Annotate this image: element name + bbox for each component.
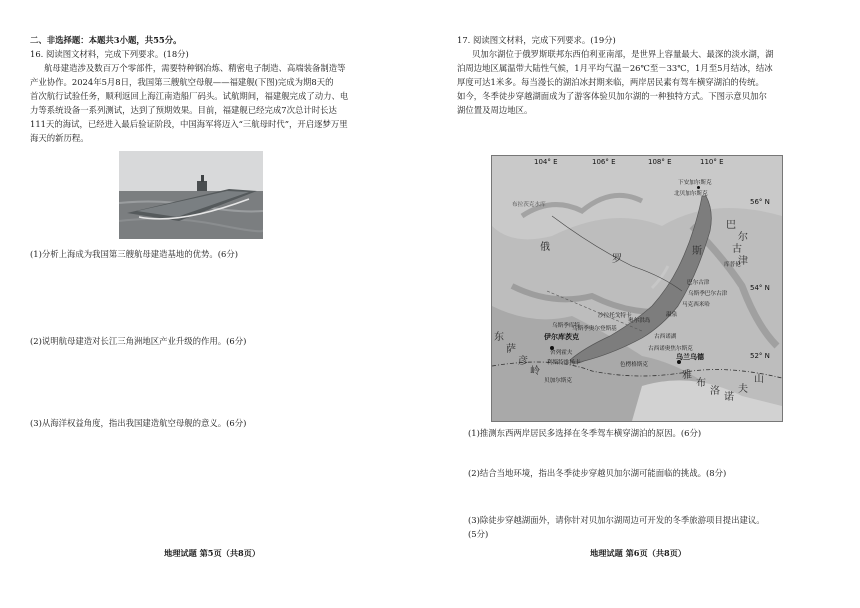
range-char: 山 bbox=[754, 374, 764, 385]
q17-subquestion-3-cont: (5分) bbox=[468, 529, 489, 539]
q16-text-line: 海天的新历程。 bbox=[30, 133, 89, 143]
lat-label: 52° N bbox=[750, 352, 770, 360]
q17-text-line: 泊周边地区属温带大陆性气候，1月平均气温－26℃至－33℃，1月至5月结冰，结冰 bbox=[457, 63, 773, 73]
q17-text-line: 厚度可达1米多。每当漫长的湖泊冰封期来临，两岸居民素有驾车横穿湖泊的传统。 bbox=[457, 77, 764, 87]
q17-text-line: 如今，冬季徒步穿越湖面成为了游客体验贝加尔湖的一种独特方式。下图示意贝加尔 bbox=[457, 91, 767, 101]
place-label: 色楞格斯克 bbox=[620, 362, 648, 368]
place-label: 乌斯季奥尔登斯基 bbox=[572, 326, 617, 332]
place-label: 下安加尔斯克 bbox=[678, 180, 712, 186]
place-label: 乌斯季巴尔古津 bbox=[688, 291, 728, 297]
range-char: 夫 bbox=[738, 384, 748, 395]
q17-text-line: 贝加尔湖位于俄罗斯联邦东西伯利亚南部，是世界上容量最大、最深的淡水湖，湖 bbox=[472, 49, 774, 59]
range-char: 彦 bbox=[518, 356, 528, 367]
range-char: 布 bbox=[696, 378, 706, 389]
q17-subquestion-1: (1)推测东西两岸居民多选择在冬季驾车横穿湖泊的原因。(6分) bbox=[468, 428, 702, 438]
place-label: 贝加尔斯克 bbox=[544, 378, 572, 384]
country-char: 罗 bbox=[612, 254, 622, 265]
baikal-map bbox=[491, 155, 783, 422]
place-label: 乌斯季库特 bbox=[552, 323, 580, 329]
place-label: 巴尔古津 bbox=[687, 280, 710, 286]
lon-label: 106° E bbox=[592, 158, 616, 166]
lon-label: 108° E bbox=[648, 158, 672, 166]
lon-label: 110° E bbox=[700, 158, 724, 166]
country-char: 斯 bbox=[692, 246, 702, 257]
place-label: 利斯特维扬卡 bbox=[547, 360, 581, 366]
range-char: 东 bbox=[494, 332, 504, 343]
place-label: 古西诺奥焦尔斯克 bbox=[648, 346, 693, 352]
lon-label: 104° E bbox=[534, 158, 558, 166]
lat-label: 56° N bbox=[750, 198, 770, 206]
range-char: 巴 bbox=[726, 220, 736, 231]
section-heading: 二、非选择题：本题共3小题，共55分。 bbox=[30, 35, 182, 45]
range-char: 古 bbox=[732, 244, 742, 255]
q16-text-line: 航母建造涉及数百万个零部件，需要特种钢冶炼、精密电子制造、高端装备制造等 bbox=[44, 63, 346, 73]
place-label: 沙拉托戈特卡 bbox=[598, 313, 632, 319]
q16-text-line: 111天的海试，已经进入最后验证阶段，中国海军将迈入“三航母时代”，开启逐梦万里 bbox=[30, 119, 348, 129]
range-char: 津 bbox=[738, 256, 748, 267]
place-label-major: 伊尔库茨克 bbox=[544, 333, 579, 341]
q16-text-line: 首次航行试验任务，顺利返回上海江南造船厂码头。试航期间，福建舰完成了动力、电 bbox=[30, 91, 349, 101]
place-label: 温泉 bbox=[666, 312, 678, 318]
place-label: 奥尔洪岛 bbox=[628, 318, 651, 324]
range-char: 岭 bbox=[530, 366, 540, 377]
q16-subquestion-3: (3)从海洋权益角度，指出我国建造航空母舰的意义。(6分) bbox=[30, 418, 247, 428]
range-char: 洛 bbox=[710, 386, 720, 397]
range-char: 萨 bbox=[506, 344, 516, 355]
aircraft-carrier-photo bbox=[119, 151, 263, 239]
q17-subquestion-3: (3)除徒步穿越湖面外，请你针对贝加尔湖周边可开发的冬季旅游项目提出建议。 bbox=[468, 515, 765, 525]
q17-subquestion-2: (2)结合当地环境，指出冬季徒步穿越贝加尔湖可能面临的挑战。(8分) bbox=[468, 468, 727, 478]
q17-text-line: 湖位置及周边地区。 bbox=[457, 105, 533, 115]
page-footer-right: 地理试题 第6页（共8页） bbox=[590, 548, 687, 558]
lat-label: 54° N bbox=[750, 284, 770, 292]
q16-header: 16. 阅读图文材料，完成下列要求。(18分) bbox=[30, 49, 189, 59]
place-label: 古西诺湖 bbox=[654, 334, 677, 340]
place-label: 库普伦 bbox=[724, 262, 741, 268]
range-char: 尔 bbox=[738, 232, 748, 243]
place-label: 马克西米哈 bbox=[682, 302, 710, 308]
q16-text-line: 产业协作。2024年5月8日，我国第三艘航空母舰——福建舰(下图)完成为期8天的 bbox=[30, 77, 334, 87]
place-label: 舍列霍夫 bbox=[550, 350, 573, 356]
country-char: 俄 bbox=[540, 242, 550, 253]
range-char: 雅 bbox=[682, 370, 692, 381]
page-footer-left: 地理试题 第5页（共8页） bbox=[164, 548, 261, 558]
q16-subquestion-2: (2)说明航母建造对长江三角洲地区产业升级的作用。(6分) bbox=[30, 336, 247, 346]
q16-subquestion-1: (1)分析上海成为我国第三艘航母建造基地的优势。(6分) bbox=[30, 249, 238, 259]
q17-header: 17. 阅读图文材料，完成下列要求。(19分) bbox=[457, 35, 616, 45]
place-label: 北贝加尔斯克 bbox=[674, 191, 708, 197]
region-label: 布拉茨克水库 bbox=[512, 202, 546, 208]
range-char: 诺 bbox=[724, 392, 734, 403]
place-label-major: 乌兰乌德 bbox=[676, 353, 704, 361]
q16-text-line: 力等系统设备一系列测试，达到了预期效果。目前，福建舰已经完成7次总计时长达 bbox=[30, 105, 337, 115]
